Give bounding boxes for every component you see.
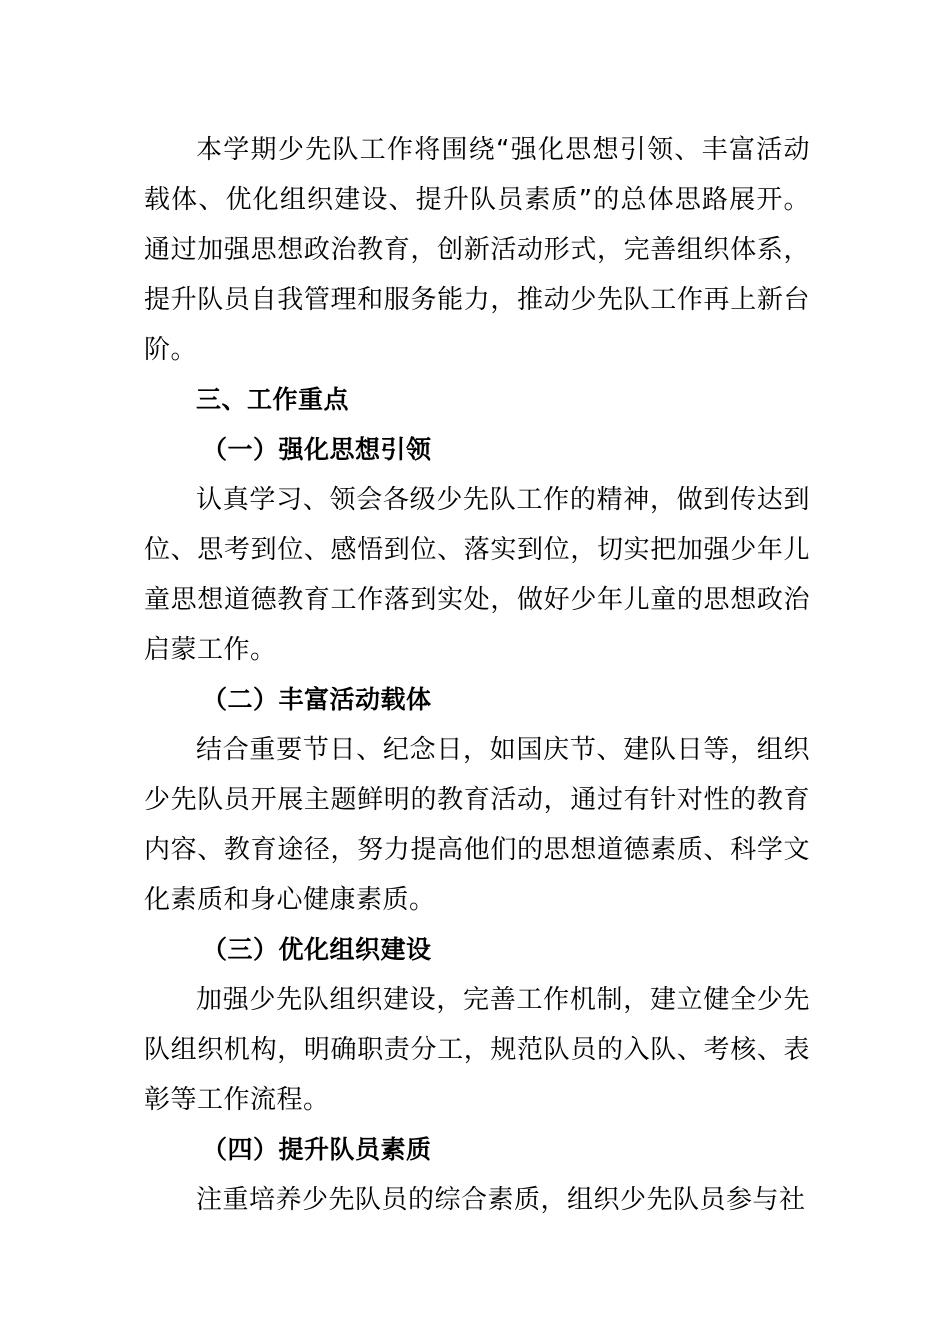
paragraph-4: 注重培养少先队员的综合素质，组织少先队员参与社	[196, 1185, 806, 1215]
section-heading-work-focus: 三、工作重点	[196, 385, 350, 414]
paragraph-1: 认真学习、领会各级少先队工作的精神，做到传达到位、思考到位、感悟到位、落实到位，切实把加强少年儿童思想道德教育工作落到实处，做好少年儿童的思想政治启蒙工作。	[144, 485, 810, 665]
subsection-heading-2: （二）丰富活动载体	[202, 685, 432, 714]
subsection-heading-3: （三）优化组织建设	[202, 935, 432, 964]
intro-paragraph: 本学期少先队工作将围绕“强化思想引领、丰富活动载体、优化组织建设、提升队员素质”的总体思路展开。通过加强思想政治教育，创新活动形式，完善组织体系，提升队员自我管理和服务能力，推动少先队工作再上新台阶。	[144, 135, 810, 365]
paragraph-3: 加强少先队组织建设，完善工作机制，建立健全少先队组织机构，明确职责分工，规范队员的入队、考核、表彰等工作流程。	[144, 985, 810, 1115]
subsection-heading-1: （一）强化思想引领	[202, 435, 432, 464]
subsection-heading-4: （四）提升队员素质	[202, 1135, 432, 1164]
paragraph-2: 结合重要节日、纪念日，如国庆节、建队日等，组织少先队员开展主题鲜明的教育活动，通过有针对性的教育内容、教育途径，努力提高他们的思想道德素质、科学文化素质和身心健康素质。	[144, 735, 810, 915]
